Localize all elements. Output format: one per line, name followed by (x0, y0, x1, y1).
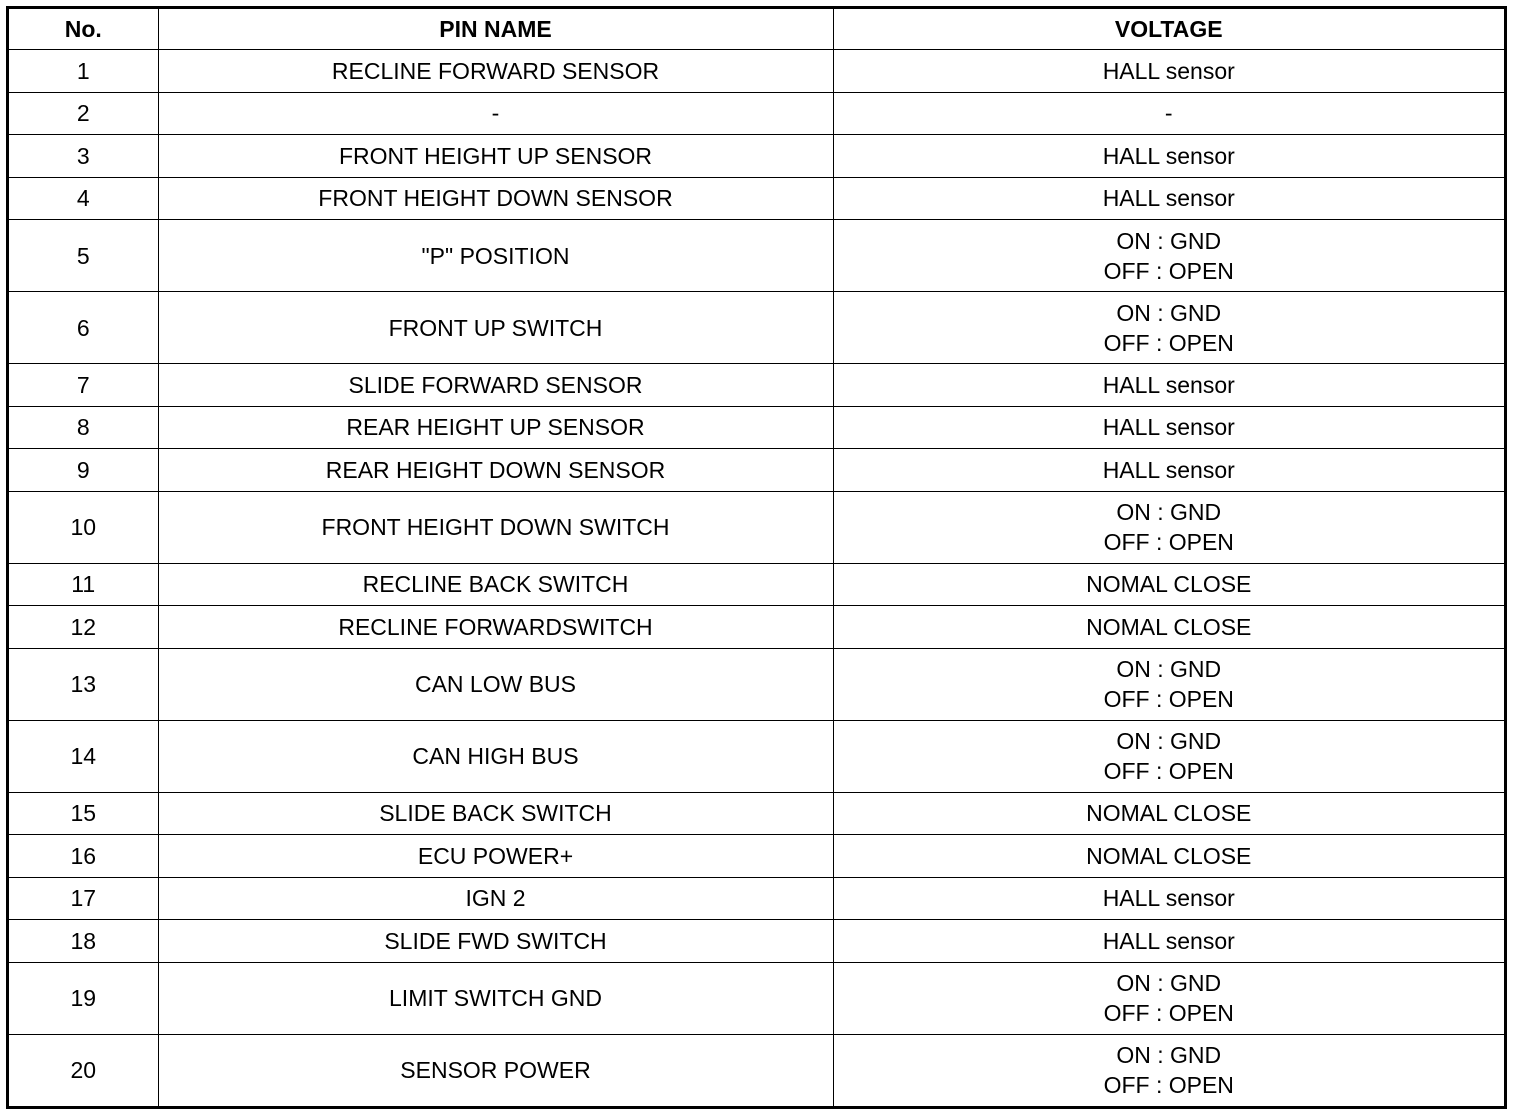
pin-name-cell: - (158, 92, 833, 135)
pin-number-cell: 12 (9, 606, 158, 649)
pin-number-cell: 18 (9, 920, 158, 963)
voltage-cell (833, 50, 1504, 93)
pin-number-cell: 15 (9, 792, 158, 835)
voltage-cell (833, 920, 1504, 963)
pin-name-cell: FRONT HEIGHT DOWN SWITCH (158, 491, 833, 563)
pin-name-cell: ECU POWER+ (158, 835, 833, 878)
pin-number-cell: 20 (9, 1034, 158, 1106)
voltage-line: NOMAL CLOSE (1086, 571, 1252, 598)
voltage-line: HALL sensor (1102, 142, 1235, 169)
pin-name-cell: SLIDE FORWARD SENSOR (158, 364, 833, 407)
voltage-line: HALL sensor (1102, 456, 1235, 483)
voltage-line: HALL sensor (1102, 414, 1235, 441)
table-row (9, 50, 1504, 93)
pin-name-cell: RECLINE FORWARD SENSOR (158, 50, 833, 93)
voltage-cell (833, 177, 1504, 220)
pin-number-cell: 9 (9, 449, 158, 492)
pin-number-cell: 11 (9, 563, 158, 606)
header-pin-name: PIN NAME (158, 9, 833, 50)
table-row (9, 877, 1504, 920)
voltage-line: OFF : OPEN (1103, 257, 1234, 284)
header-voltage: VOLTAGE (833, 9, 1504, 50)
voltage-line: NOMAL CLOSE (1086, 842, 1252, 869)
pin-name-cell: LIMIT SWITCH GND (158, 962, 833, 1034)
voltage-cell (833, 835, 1504, 878)
voltage-line: HALL sensor (1102, 185, 1235, 212)
table-row (9, 92, 1504, 135)
table-row (9, 406, 1504, 449)
pin-name-cell: REAR HEIGHT UP SENSOR (158, 406, 833, 449)
voltage-cell (833, 135, 1504, 178)
voltage-line: ON : GND (1116, 970, 1222, 996)
pin-number-cell: 16 (9, 835, 158, 878)
voltage-cell (833, 606, 1504, 649)
table-row (9, 1034, 1504, 1106)
voltage-cell (833, 1034, 1504, 1106)
pin-number-cell: 13 (9, 648, 158, 720)
pin-table (9, 9, 1504, 1106)
pin-name-cell: FRONT HEIGHT UP SENSOR (158, 135, 833, 178)
pin-number-cell: 3 (9, 135, 158, 178)
voltage-line: NOMAL CLOSE (1086, 613, 1252, 640)
pin-name-cell: SENSOR POWER (158, 1034, 833, 1106)
voltage-line: OFF : OPEN (1103, 686, 1234, 712)
voltage-line: ON : GND (1116, 728, 1222, 754)
voltage-line: - (1164, 100, 1173, 127)
voltage-cell (833, 220, 1504, 292)
voltage-cell (833, 491, 1504, 563)
table-row (9, 606, 1504, 649)
voltage-cell (833, 648, 1504, 720)
table-row (9, 491, 1504, 563)
pin-number-cell: 8 (9, 406, 158, 449)
voltage-line: HALL sensor (1102, 927, 1235, 954)
pin-name-cell: SLIDE FWD SWITCH (158, 920, 833, 963)
table-row (9, 220, 1504, 292)
table-row (9, 449, 1504, 492)
voltage-line: OFF : OPEN (1103, 529, 1234, 555)
header-no: No. (9, 9, 158, 50)
voltage-line: ON : GND (1116, 227, 1222, 254)
pin-name-cell: RECLINE BACK SWITCH (158, 563, 833, 606)
voltage-cell (833, 720, 1504, 792)
voltage-line: ON : GND (1116, 1042, 1222, 1068)
table-body (9, 50, 1504, 1106)
table-row (9, 135, 1504, 178)
voltage-cell (833, 92, 1504, 135)
table-row (9, 962, 1504, 1034)
voltage-line: ON : GND (1116, 299, 1222, 326)
pin-name-cell: FRONT HEIGHT DOWN SENSOR (158, 177, 833, 220)
table-row (9, 364, 1504, 407)
table-row (9, 648, 1504, 720)
pin-number-cell: 4 (9, 177, 158, 220)
voltage-line: OFF : OPEN (1103, 758, 1234, 784)
pin-number-cell: 2 (9, 92, 158, 135)
pin-name-cell: REAR HEIGHT DOWN SENSOR (158, 449, 833, 492)
pin-name-cell: FRONT UP SWITCH (158, 292, 833, 364)
table-row (9, 563, 1504, 606)
pin-number-cell: 14 (9, 720, 158, 792)
voltage-line: OFF : OPEN (1103, 329, 1234, 356)
voltage-line: OFF : OPEN (1103, 1072, 1234, 1098)
pin-name-cell: "P" POSITION (158, 220, 833, 292)
voltage-line: ON : GND (1116, 499, 1222, 525)
pin-name-cell: CAN HIGH BUS (158, 720, 833, 792)
voltage-cell (833, 563, 1504, 606)
voltage-cell (833, 877, 1504, 920)
pin-number-cell: 10 (9, 491, 158, 563)
pin-name-cell: IGN 2 (158, 877, 833, 920)
pin-number-cell: 7 (9, 364, 158, 407)
pin-name-cell: CAN LOW BUS (158, 648, 833, 720)
voltage-cell (833, 449, 1504, 492)
pin-name-cell: RECLINE FORWARDSWITCH (158, 606, 833, 649)
voltage-line: HALL sensor (1102, 57, 1235, 84)
voltage-cell (833, 962, 1504, 1034)
pin-number-cell: 1 (9, 50, 158, 93)
table-row (9, 835, 1504, 878)
voltage-cell (833, 406, 1504, 449)
table-row (9, 792, 1504, 835)
table-row (9, 920, 1504, 963)
pin-number-cell: 6 (9, 292, 158, 364)
pin-number-cell: 5 (9, 220, 158, 292)
voltage-line: NOMAL CLOSE (1086, 800, 1252, 827)
voltage-cell (833, 364, 1504, 407)
voltage-line: HALL sensor (1102, 885, 1235, 912)
table-row (9, 720, 1504, 792)
voltage-line: HALL sensor (1102, 371, 1235, 398)
table-row (9, 177, 1504, 220)
table-row (9, 292, 1504, 364)
voltage-line: OFF : OPEN (1103, 1000, 1234, 1026)
pin-table-container (6, 6, 1507, 1109)
pin-name-cell: SLIDE BACK SWITCH (158, 792, 833, 835)
pin-number-cell: 17 (9, 877, 158, 920)
table-header-row (9, 9, 1504, 50)
voltage-cell (833, 792, 1504, 835)
voltage-cell (833, 292, 1504, 364)
voltage-line: ON : GND (1116, 656, 1222, 682)
pin-number-cell: 19 (9, 962, 158, 1034)
